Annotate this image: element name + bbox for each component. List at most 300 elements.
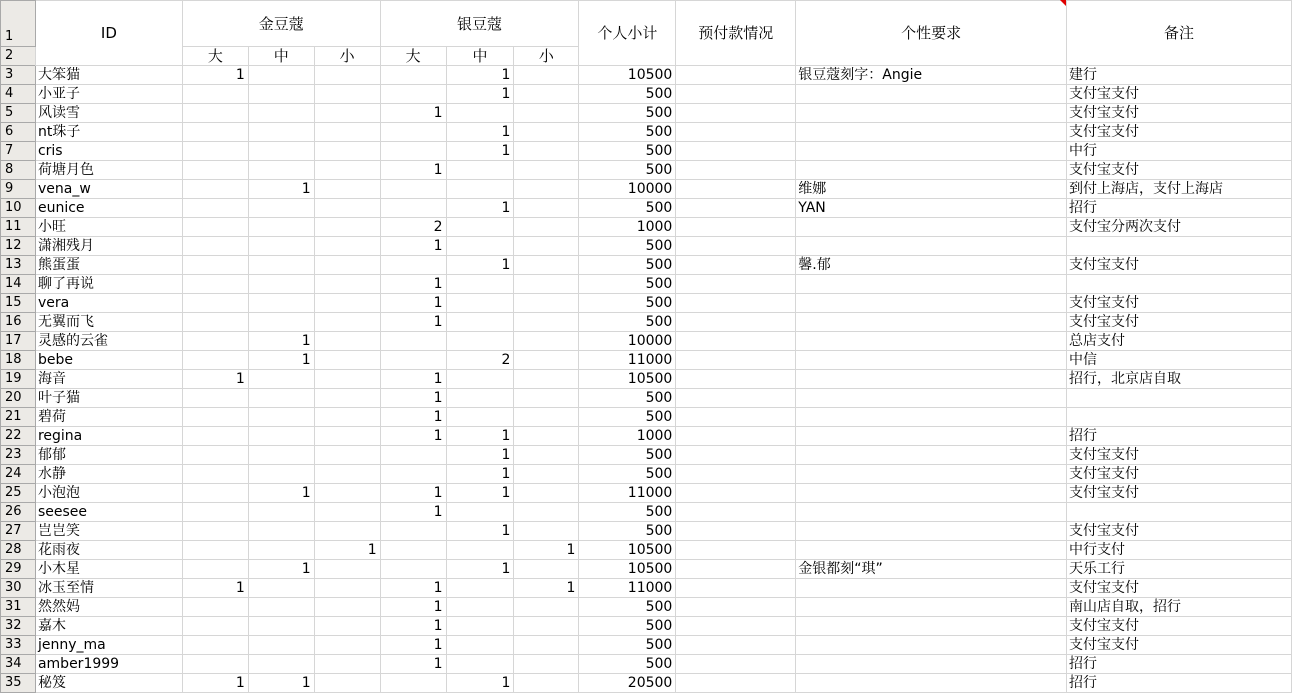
silver-large-cell[interactable]: 1: [380, 503, 446, 522]
silver-medium-cell[interactable]: 1: [446, 142, 514, 161]
notes-cell[interactable]: [1067, 389, 1292, 408]
notes-cell[interactable]: [1067, 503, 1292, 522]
silver-medium-cell[interactable]: 1: [446, 560, 514, 579]
gold-header[interactable]: 金豆蔻: [182, 1, 380, 47]
row-number[interactable]: 32: [1, 617, 36, 636]
custom-cell[interactable]: [796, 142, 1067, 161]
silver-large-cell[interactable]: [380, 541, 446, 560]
gold-large-cell[interactable]: [182, 560, 248, 579]
id-cell[interactable]: 水静: [35, 465, 182, 484]
gold-small-cell[interactable]: [314, 332, 380, 351]
prepay-cell[interactable]: [676, 636, 796, 655]
custom-cell[interactable]: [796, 332, 1067, 351]
row-number[interactable]: 3: [1, 66, 36, 85]
subtotal-cell[interactable]: 10500: [579, 370, 676, 389]
silver-large-cell[interactable]: [380, 123, 446, 142]
custom-cell[interactable]: [796, 275, 1067, 294]
subtotal-cell[interactable]: 20500: [579, 674, 676, 693]
silver-large-cell[interactable]: [380, 560, 446, 579]
silver-large-cell[interactable]: 1: [380, 408, 446, 427]
gold-small-cell[interactable]: [314, 446, 380, 465]
silver-large-cell[interactable]: 2: [380, 218, 446, 237]
silver-medium-cell[interactable]: [446, 370, 514, 389]
silver-large-cell[interactable]: 1: [380, 370, 446, 389]
prepay-cell[interactable]: [676, 294, 796, 313]
notes-cell[interactable]: 南山店自取，招行: [1067, 598, 1292, 617]
silver-small-cell[interactable]: 1: [514, 541, 579, 560]
prepay-cell[interactable]: [676, 598, 796, 617]
id-cell[interactable]: 海音: [35, 370, 182, 389]
silver-medium-cell[interactable]: [446, 598, 514, 617]
id-cell[interactable]: 熊蛋蛋: [35, 256, 182, 275]
gold-medium-cell[interactable]: [248, 237, 314, 256]
gold-medium-cell[interactable]: 1: [248, 332, 314, 351]
row-number[interactable]: 8: [1, 161, 36, 180]
silver-large-header[interactable]: 大: [380, 47, 446, 66]
prepay-cell[interactable]: [676, 522, 796, 541]
subtotal-cell[interactable]: 10000: [579, 332, 676, 351]
gold-small-cell[interactable]: [314, 579, 380, 598]
gold-medium-cell[interactable]: [248, 465, 314, 484]
notes-cell[interactable]: 天乐工行: [1067, 560, 1292, 579]
id-cell[interactable]: vena_w: [35, 180, 182, 199]
gold-medium-cell[interactable]: [248, 218, 314, 237]
custom-cell[interactable]: [796, 503, 1067, 522]
gold-small-cell[interactable]: [314, 389, 380, 408]
gold-small-cell[interactable]: [314, 636, 380, 655]
gold-medium-cell[interactable]: [248, 313, 314, 332]
gold-large-cell[interactable]: [182, 142, 248, 161]
prepay-cell[interactable]: [676, 560, 796, 579]
silver-medium-cell[interactable]: 1: [446, 427, 514, 446]
gold-medium-cell[interactable]: 1: [248, 180, 314, 199]
silver-small-cell[interactable]: [514, 427, 579, 446]
row-number[interactable]: 19: [1, 370, 36, 389]
silver-small-cell[interactable]: 1: [514, 579, 579, 598]
row-number[interactable]: 25: [1, 484, 36, 503]
silver-large-cell[interactable]: 1: [380, 161, 446, 180]
silver-large-cell[interactable]: 1: [380, 275, 446, 294]
row-number[interactable]: 15: [1, 294, 36, 313]
gold-large-cell[interactable]: [182, 408, 248, 427]
custom-cell[interactable]: 银豆蔻刻字：Angie: [796, 66, 1067, 85]
gold-small-cell[interactable]: [314, 218, 380, 237]
id-cell[interactable]: 小旺: [35, 218, 182, 237]
custom-cell[interactable]: [796, 370, 1067, 389]
id-cell[interactable]: 花雨夜: [35, 541, 182, 560]
silver-small-cell[interactable]: [514, 313, 579, 332]
notes-cell[interactable]: 中行支付: [1067, 541, 1292, 560]
notes-cell[interactable]: 支付宝支付: [1067, 313, 1292, 332]
silver-large-cell[interactable]: 1: [380, 237, 446, 256]
row-number[interactable]: 35: [1, 674, 36, 693]
custom-cell[interactable]: [796, 161, 1067, 180]
id-cell[interactable]: 灵感的云雀: [35, 332, 182, 351]
id-cell[interactable]: amber1999: [35, 655, 182, 674]
silver-medium-cell[interactable]: [446, 180, 514, 199]
silver-medium-cell[interactable]: [446, 104, 514, 123]
prepay-cell[interactable]: [676, 332, 796, 351]
silver-medium-cell[interactable]: 1: [446, 446, 514, 465]
prepay-cell[interactable]: [676, 256, 796, 275]
gold-medium-cell[interactable]: [248, 541, 314, 560]
row-number[interactable]: 27: [1, 522, 36, 541]
id-cell[interactable]: bebe: [35, 351, 182, 370]
notes-cell[interactable]: 到付上海店，支付上海店: [1067, 180, 1292, 199]
silver-large-cell[interactable]: 1: [380, 579, 446, 598]
custom-cell[interactable]: [796, 465, 1067, 484]
custom-cell[interactable]: 维娜: [796, 180, 1067, 199]
gold-large-cell[interactable]: [182, 180, 248, 199]
gold-medium-cell[interactable]: [248, 199, 314, 218]
custom-cell[interactable]: [796, 389, 1067, 408]
gold-medium-header[interactable]: 中: [248, 47, 314, 66]
notes-cell[interactable]: 支付宝支付: [1067, 123, 1292, 142]
subtotal-cell[interactable]: 10500: [579, 66, 676, 85]
gold-large-cell[interactable]: [182, 541, 248, 560]
silver-small-cell[interactable]: [514, 655, 579, 674]
custom-cell[interactable]: [796, 598, 1067, 617]
notes-cell[interactable]: 支付宝支付: [1067, 522, 1292, 541]
id-cell[interactable]: 嘉木: [35, 617, 182, 636]
gold-medium-cell[interactable]: [248, 389, 314, 408]
id-cell[interactable]: cris: [35, 142, 182, 161]
gold-medium-cell[interactable]: [248, 104, 314, 123]
subtotal-cell[interactable]: 500: [579, 313, 676, 332]
notes-cell[interactable]: 支付宝分两次支付: [1067, 218, 1292, 237]
id-cell[interactable]: seesee: [35, 503, 182, 522]
silver-medium-cell[interactable]: 1: [446, 85, 514, 104]
silver-medium-cell[interactable]: [446, 541, 514, 560]
silver-small-cell[interactable]: [514, 636, 579, 655]
gold-small-cell[interactable]: [314, 465, 380, 484]
custom-cell[interactable]: [796, 655, 1067, 674]
prepay-cell[interactable]: [676, 541, 796, 560]
row-number[interactable]: 34: [1, 655, 36, 674]
silver-medium-cell[interactable]: [446, 237, 514, 256]
silver-small-cell[interactable]: [514, 85, 579, 104]
silver-large-cell[interactable]: [380, 199, 446, 218]
gold-large-cell[interactable]: 1: [182, 674, 248, 693]
subtotal-cell[interactable]: 500: [579, 617, 676, 636]
prepay-cell[interactable]: [676, 655, 796, 674]
notes-cell[interactable]: [1067, 275, 1292, 294]
silver-large-cell[interactable]: [380, 351, 446, 370]
gold-small-cell[interactable]: [314, 370, 380, 389]
silver-medium-cell[interactable]: [446, 617, 514, 636]
silver-medium-cell[interactable]: 1: [446, 66, 514, 85]
notes-cell[interactable]: 中行: [1067, 142, 1292, 161]
subtotal-cell[interactable]: 500: [579, 123, 676, 142]
gold-large-cell[interactable]: [182, 503, 248, 522]
notes-cell[interactable]: 建行: [1067, 66, 1292, 85]
gold-medium-cell[interactable]: [248, 294, 314, 313]
silver-medium-cell[interactable]: [446, 218, 514, 237]
gold-large-cell[interactable]: [182, 484, 248, 503]
silver-medium-cell[interactable]: 1: [446, 256, 514, 275]
custom-cell[interactable]: [796, 218, 1067, 237]
subtotal-cell[interactable]: 500: [579, 237, 676, 256]
gold-large-cell[interactable]: [182, 389, 248, 408]
silver-large-cell[interactable]: 1: [380, 598, 446, 617]
row-number[interactable]: 1: [1, 1, 36, 47]
gold-medium-cell[interactable]: 1: [248, 484, 314, 503]
id-cell[interactable]: 荷塘月色: [35, 161, 182, 180]
silver-large-cell[interactable]: [380, 332, 446, 351]
row-number[interactable]: 13: [1, 256, 36, 275]
silver-medium-cell[interactable]: 1: [446, 522, 514, 541]
row-number[interactable]: 21: [1, 408, 36, 427]
silver-large-cell[interactable]: [380, 85, 446, 104]
gold-small-cell[interactable]: [314, 351, 380, 370]
gold-large-cell[interactable]: [182, 332, 248, 351]
gold-large-cell[interactable]: [182, 275, 248, 294]
gold-large-cell[interactable]: [182, 85, 248, 104]
silver-small-cell[interactable]: [514, 674, 579, 693]
silver-small-cell[interactable]: [514, 370, 579, 389]
gold-medium-cell[interactable]: [248, 579, 314, 598]
gold-large-cell[interactable]: [182, 237, 248, 256]
id-cell[interactable]: 叶子猫: [35, 389, 182, 408]
silver-small-header[interactable]: 小: [514, 47, 579, 66]
id-cell[interactable]: jenny_ma: [35, 636, 182, 655]
silver-small-cell[interactable]: [514, 617, 579, 636]
subtotal-cell[interactable]: 500: [579, 256, 676, 275]
row-number[interactable]: 4: [1, 85, 36, 104]
silver-medium-cell[interactable]: [446, 294, 514, 313]
id-cell[interactable]: 碧荷: [35, 408, 182, 427]
prepay-cell[interactable]: [676, 674, 796, 693]
custom-cell[interactable]: [796, 541, 1067, 560]
silver-small-cell[interactable]: [514, 522, 579, 541]
subtotal-cell[interactable]: 500: [579, 294, 676, 313]
silver-small-cell[interactable]: [514, 218, 579, 237]
notes-cell[interactable]: [1067, 408, 1292, 427]
gold-medium-cell[interactable]: [248, 85, 314, 104]
subtotal-cell[interactable]: 500: [579, 408, 676, 427]
silver-header[interactable]: 银豆蔻: [380, 1, 579, 47]
prepay-cell[interactable]: [676, 351, 796, 370]
notes-cell[interactable]: 支付宝支付: [1067, 161, 1292, 180]
prepay-cell[interactable]: [676, 313, 796, 332]
custom-header[interactable]: 个性要求: [796, 1, 1067, 66]
id-cell[interactable]: 郁郁: [35, 446, 182, 465]
row-number[interactable]: 30: [1, 579, 36, 598]
notes-cell[interactable]: 招行: [1067, 199, 1292, 218]
custom-cell[interactable]: [796, 522, 1067, 541]
silver-small-cell[interactable]: [514, 294, 579, 313]
custom-cell[interactable]: [796, 313, 1067, 332]
row-number[interactable]: 2: [1, 47, 36, 66]
id-header[interactable]: ID: [35, 1, 182, 66]
prepay-cell[interactable]: [676, 465, 796, 484]
custom-cell[interactable]: [796, 427, 1067, 446]
subtotal-cell[interactable]: 500: [579, 446, 676, 465]
gold-large-cell[interactable]: [182, 522, 248, 541]
custom-cell[interactable]: [796, 636, 1067, 655]
gold-large-cell[interactable]: [182, 636, 248, 655]
id-cell[interactable]: vera: [35, 294, 182, 313]
id-cell[interactable]: 小亚子: [35, 85, 182, 104]
row-number[interactable]: 17: [1, 332, 36, 351]
custom-cell[interactable]: [796, 351, 1067, 370]
silver-small-cell[interactable]: [514, 104, 579, 123]
silver-medium-cell[interactable]: [446, 579, 514, 598]
gold-large-cell[interactable]: [182, 294, 248, 313]
row-number[interactable]: 28: [1, 541, 36, 560]
silver-medium-cell[interactable]: 1: [446, 674, 514, 693]
custom-cell[interactable]: [796, 674, 1067, 693]
subtotal-cell[interactable]: 500: [579, 161, 676, 180]
id-cell[interactable]: 然然妈: [35, 598, 182, 617]
notes-cell[interactable]: 支付宝支付: [1067, 617, 1292, 636]
notes-cell[interactable]: 招行: [1067, 655, 1292, 674]
row-number[interactable]: 26: [1, 503, 36, 522]
gold-large-cell[interactable]: 1: [182, 579, 248, 598]
gold-medium-cell[interactable]: [248, 503, 314, 522]
silver-medium-cell[interactable]: [446, 313, 514, 332]
gold-small-cell[interactable]: [314, 123, 380, 142]
gold-small-cell[interactable]: [314, 484, 380, 503]
id-cell[interactable]: 秘笈: [35, 674, 182, 693]
silver-small-cell[interactable]: [514, 408, 579, 427]
prepay-cell[interactable]: [676, 275, 796, 294]
subtotal-cell[interactable]: 1000: [579, 427, 676, 446]
gold-small-cell[interactable]: [314, 199, 380, 218]
silver-small-cell[interactable]: [514, 123, 579, 142]
silver-medium-cell[interactable]: [446, 408, 514, 427]
silver-medium-cell[interactable]: [446, 332, 514, 351]
silver-large-cell[interactable]: [380, 446, 446, 465]
gold-small-header[interactable]: 小: [314, 47, 380, 66]
gold-large-cell[interactable]: [182, 313, 248, 332]
gold-large-cell[interactable]: [182, 465, 248, 484]
silver-medium-cell[interactable]: 1: [446, 199, 514, 218]
gold-large-cell[interactable]: 1: [182, 370, 248, 389]
id-cell[interactable]: nt珠子: [35, 123, 182, 142]
subtotal-cell[interactable]: 11000: [579, 579, 676, 598]
silver-small-cell[interactable]: [514, 560, 579, 579]
gold-small-cell[interactable]: [314, 275, 380, 294]
silver-large-cell[interactable]: 1: [380, 104, 446, 123]
silver-small-cell[interactable]: [514, 465, 579, 484]
silver-small-cell[interactable]: [514, 237, 579, 256]
subtotal-header[interactable]: 个人小计: [579, 1, 676, 66]
gold-medium-cell[interactable]: [248, 655, 314, 674]
notes-cell[interactable]: 支付宝支付: [1067, 484, 1292, 503]
prepay-cell[interactable]: [676, 85, 796, 104]
gold-small-cell[interactable]: [314, 237, 380, 256]
prepay-cell[interactable]: [676, 446, 796, 465]
gold-large-cell[interactable]: 1: [182, 66, 248, 85]
gold-small-cell[interactable]: [314, 313, 380, 332]
id-cell[interactable]: 风读雪: [35, 104, 182, 123]
prepay-cell[interactable]: [676, 617, 796, 636]
gold-small-cell[interactable]: [314, 503, 380, 522]
gold-medium-cell[interactable]: [248, 370, 314, 389]
gold-small-cell[interactable]: [314, 655, 380, 674]
custom-cell[interactable]: 金银都刻“琪”: [796, 560, 1067, 579]
gold-medium-cell[interactable]: [248, 427, 314, 446]
subtotal-cell[interactable]: 500: [579, 85, 676, 104]
gold-large-cell[interactable]: [182, 199, 248, 218]
prepay-cell[interactable]: [676, 142, 796, 161]
subtotal-cell[interactable]: 11000: [579, 351, 676, 370]
silver-large-cell[interactable]: [380, 180, 446, 199]
silver-large-cell[interactable]: 1: [380, 427, 446, 446]
row-number[interactable]: 22: [1, 427, 36, 446]
subtotal-cell[interactable]: 500: [579, 389, 676, 408]
row-number[interactable]: 7: [1, 142, 36, 161]
gold-large-cell[interactable]: [182, 427, 248, 446]
prepay-cell[interactable]: [676, 370, 796, 389]
notes-cell[interactable]: 招行: [1067, 427, 1292, 446]
subtotal-cell[interactable]: 500: [579, 655, 676, 674]
custom-cell[interactable]: [796, 408, 1067, 427]
id-cell[interactable]: 聊了再说: [35, 275, 182, 294]
custom-cell[interactable]: [796, 85, 1067, 104]
silver-medium-cell[interactable]: [446, 503, 514, 522]
subtotal-cell[interactable]: 500: [579, 598, 676, 617]
row-number[interactable]: 33: [1, 636, 36, 655]
notes-cell[interactable]: 支付宝支付: [1067, 85, 1292, 104]
row-number[interactable]: 12: [1, 237, 36, 256]
gold-large-cell[interactable]: [182, 256, 248, 275]
prepay-cell[interactable]: [676, 408, 796, 427]
notes-cell[interactable]: 总店支付: [1067, 332, 1292, 351]
silver-small-cell[interactable]: [514, 142, 579, 161]
id-cell[interactable]: eunice: [35, 199, 182, 218]
id-cell[interactable]: 冰玉至情: [35, 579, 182, 598]
silver-large-cell[interactable]: 1: [380, 389, 446, 408]
gold-medium-cell[interactable]: [248, 161, 314, 180]
prepay-cell[interactable]: [676, 123, 796, 142]
row-number[interactable]: 10: [1, 199, 36, 218]
silver-medium-cell[interactable]: [446, 636, 514, 655]
row-number[interactable]: 24: [1, 465, 36, 484]
silver-large-cell[interactable]: 1: [380, 313, 446, 332]
subtotal-cell[interactable]: 1000: [579, 218, 676, 237]
row-number[interactable]: 29: [1, 560, 36, 579]
subtotal-cell[interactable]: 10500: [579, 541, 676, 560]
prepay-cell[interactable]: [676, 484, 796, 503]
silver-small-cell[interactable]: [514, 351, 579, 370]
gold-medium-cell[interactable]: 1: [248, 560, 314, 579]
gold-large-cell[interactable]: [182, 123, 248, 142]
subtotal-cell[interactable]: 500: [579, 142, 676, 161]
notes-cell[interactable]: 中信: [1067, 351, 1292, 370]
gold-large-cell[interactable]: [182, 617, 248, 636]
gold-medium-cell[interactable]: [248, 408, 314, 427]
silver-medium-cell[interactable]: [446, 161, 514, 180]
silver-small-cell[interactable]: [514, 180, 579, 199]
gold-medium-cell[interactable]: [248, 446, 314, 465]
subtotal-cell[interactable]: 500: [579, 522, 676, 541]
notes-cell[interactable]: 支付宝支付: [1067, 579, 1292, 598]
silver-small-cell[interactable]: [514, 332, 579, 351]
gold-medium-cell[interactable]: [248, 256, 314, 275]
prepay-cell[interactable]: [676, 237, 796, 256]
row-number[interactable]: 23: [1, 446, 36, 465]
silver-small-cell[interactable]: [514, 484, 579, 503]
id-cell[interactable]: regina: [35, 427, 182, 446]
notes-cell[interactable]: 支付宝支付: [1067, 636, 1292, 655]
gold-medium-cell[interactable]: [248, 123, 314, 142]
comment-indicator-icon[interactable]: [1060, 0, 1066, 6]
gold-small-cell[interactable]: 1: [314, 541, 380, 560]
silver-small-cell[interactable]: [514, 161, 579, 180]
gold-large-cell[interactable]: [182, 351, 248, 370]
